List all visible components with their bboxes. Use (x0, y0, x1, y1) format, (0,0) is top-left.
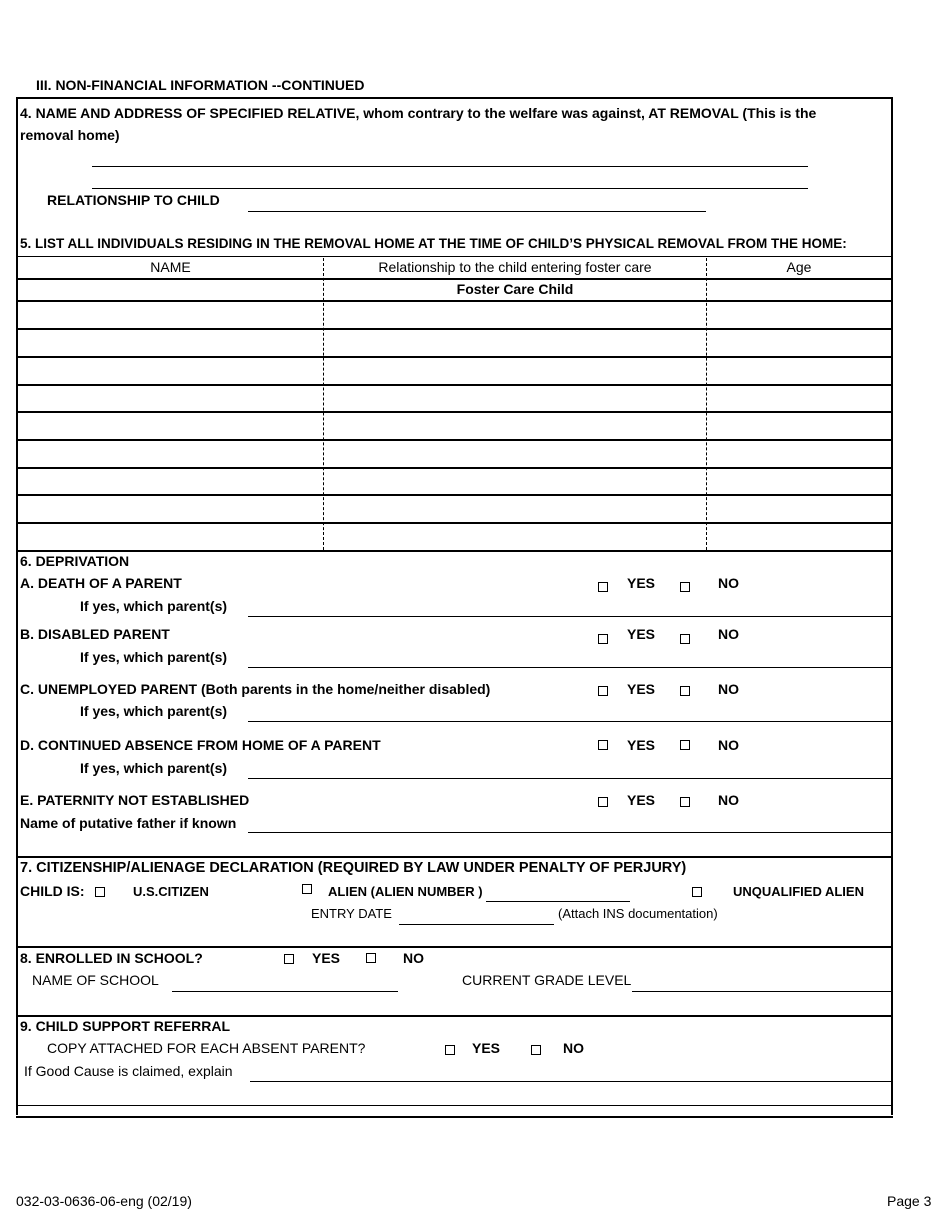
q6-d-line[interactable] (248, 778, 891, 779)
q7-us-citizen-checkbox[interactable] (95, 887, 105, 897)
q6-b-yes-checkbox[interactable] (598, 634, 608, 644)
q6-e-sub: Name of putative father if known (20, 815, 237, 831)
q6-b-no-checkbox[interactable] (680, 634, 690, 644)
q7-entry-date-label: ENTRY DATE (311, 906, 392, 921)
q6-e-label: E. PATERNITY NOT ESTABLISHED (20, 792, 250, 808)
q6-b-label: B. DISABLED PARENT (20, 626, 170, 642)
q6-a-no-checkbox[interactable] (680, 582, 690, 592)
q8-no-checkbox[interactable] (366, 953, 376, 963)
q5-title: 5. LIST ALL INDIVIDUALS RESIDING IN THE REMOVAL HOME AT THE TIME OF CHILD’S PHYSICAL REMOVAL FROM THE HOME: (20, 236, 847, 251)
yes-label: YES (627, 737, 656, 753)
no-label: NO (718, 575, 739, 591)
q6-c-yes-checkbox[interactable] (598, 686, 608, 696)
q9-title: 9. CHILD SUPPORT REFERRAL (20, 1018, 231, 1034)
q4-relationship-line[interactable] (248, 211, 706, 212)
section-heading: III. NON-FINANCIAL INFORMATION --CONTINUED (36, 77, 365, 93)
no-label: NO (403, 950, 424, 966)
q8-yes-checkbox[interactable] (284, 954, 294, 964)
q5-col-name: NAME (150, 259, 191, 275)
q9-yes-checkbox[interactable] (445, 1045, 455, 1055)
q7-us-citizen-label: U.S.CITIZEN (133, 884, 209, 899)
q8-title: 8. ENROLLED IN SCHOOL? (20, 950, 203, 966)
q5-col-age: Age (786, 259, 812, 275)
table-row (16, 300, 893, 302)
q6-title: 6. DEPRIVATION (20, 553, 130, 569)
q6-d-no-checkbox[interactable] (680, 740, 690, 750)
q6-b-sub: If yes, which parent(s) (80, 649, 228, 665)
q8-grade-line[interactable] (632, 991, 891, 992)
q7-unqualified-label: UNQUALIFIED ALIEN (733, 884, 864, 899)
yes-label: YES (627, 626, 656, 642)
q7-entry-date-line[interactable] (399, 924, 554, 925)
table-row (16, 522, 893, 524)
q6-d-sub: If yes, which parent(s) (80, 760, 228, 776)
no-label: NO (718, 792, 739, 808)
q6-d-yes-checkbox[interactable] (598, 740, 608, 750)
q9-good-cause-line[interactable] (250, 1081, 891, 1082)
yes-label: YES (472, 1040, 501, 1056)
q7-alien-checkbox[interactable] (302, 884, 312, 894)
q8-grade-label: CURRENT GRADE LEVEL (462, 972, 632, 988)
table-row (16, 356, 893, 358)
q7-child-is: CHILD IS: (20, 883, 85, 899)
q7-unqualified-checkbox[interactable] (692, 887, 702, 897)
table-row (16, 467, 893, 469)
q5-col-divider-1 (323, 258, 324, 550)
page-number: Page 3 (887, 1193, 932, 1209)
q9-good-cause-line-2[interactable] (18, 1105, 891, 1106)
yes-label: YES (312, 950, 341, 966)
q5-col-relationship: Relationship to the child entering foster care (378, 259, 652, 275)
q5-table-bottom (16, 550, 893, 552)
no-label: NO (563, 1040, 584, 1056)
q6-c-no-checkbox[interactable] (680, 686, 690, 696)
q7-alien-number-line[interactable] (486, 901, 630, 902)
q6-bottom-border (16, 856, 893, 858)
yes-label: YES (627, 575, 656, 591)
q6-e-yes-checkbox[interactable] (598, 797, 608, 807)
no-label: NO (718, 681, 739, 697)
q9-copy-question: COPY ATTACHED FOR EACH ABSENT PARENT? (47, 1040, 366, 1056)
q6-c-label: C. UNEMPLOYED PARENT (Both parents in the home/neither disabled) (20, 681, 491, 697)
q6-d-label: D. CONTINUED ABSENCE FROM HOME OF A PARENT (20, 737, 381, 753)
q9-no-checkbox[interactable] (531, 1045, 541, 1055)
table-row (16, 494, 893, 496)
table-row (16, 411, 893, 413)
no-label: NO (718, 626, 739, 642)
q4-name-line[interactable] (92, 166, 808, 167)
q6-e-no-checkbox[interactable] (680, 797, 690, 807)
q7-title: 7. CITIZENSHIP/ALIENAGE DECLARATION (REQUIRED BY LAW UNDER PENALTY OF PERJURY) (20, 860, 687, 876)
q9-good-cause-label: If Good Cause is claimed, explain (24, 1063, 233, 1079)
q7-bottom-border (16, 946, 893, 948)
q5-col-divider-2 (706, 258, 707, 550)
q8-school-label: NAME OF SCHOOL (32, 972, 159, 988)
yes-label: YES (627, 681, 656, 697)
form-id: 032-03-0636-06-eng (02/19) (16, 1193, 192, 1209)
table-row (16, 384, 893, 386)
q8-bottom-border (16, 1015, 893, 1017)
q6-c-line[interactable] (248, 721, 891, 722)
q7-attach-note: (Attach INS documentation) (558, 906, 718, 921)
q5-header-divider (16, 278, 893, 280)
q6-a-label: A. DEATH OF A PARENT (20, 575, 182, 591)
yes-label: YES (627, 792, 656, 808)
q6-a-line[interactable] (248, 616, 891, 617)
q8-school-line[interactable] (172, 991, 398, 992)
q6-e-line[interactable] (248, 832, 891, 833)
table-row (16, 439, 893, 441)
q6-c-sub: If yes, which parent(s) (80, 703, 228, 719)
q6-a-yes-checkbox[interactable] (598, 582, 608, 592)
q4-address-line[interactable] (92, 188, 808, 189)
no-label: NO (718, 737, 739, 753)
q5-table-top (16, 256, 893, 257)
q5-foster-care-child: Foster Care Child (456, 281, 574, 297)
q4-title: 4. NAME AND ADDRESS OF SPECIFIED RELATIVE, whom contrary to the welfare was against, AT REMOVAL (This is the removal home) (20, 105, 817, 143)
table-row (16, 328, 893, 330)
q6-a-sub: If yes, which parent(s) (80, 598, 228, 614)
q6-b-line[interactable] (248, 667, 891, 668)
q4-relationship-label: RELATIONSHIP TO CHILD (47, 192, 220, 208)
form-bottom-border (16, 1116, 893, 1118)
q7-alien-label: ALIEN (ALIEN NUMBER ) (328, 884, 483, 899)
